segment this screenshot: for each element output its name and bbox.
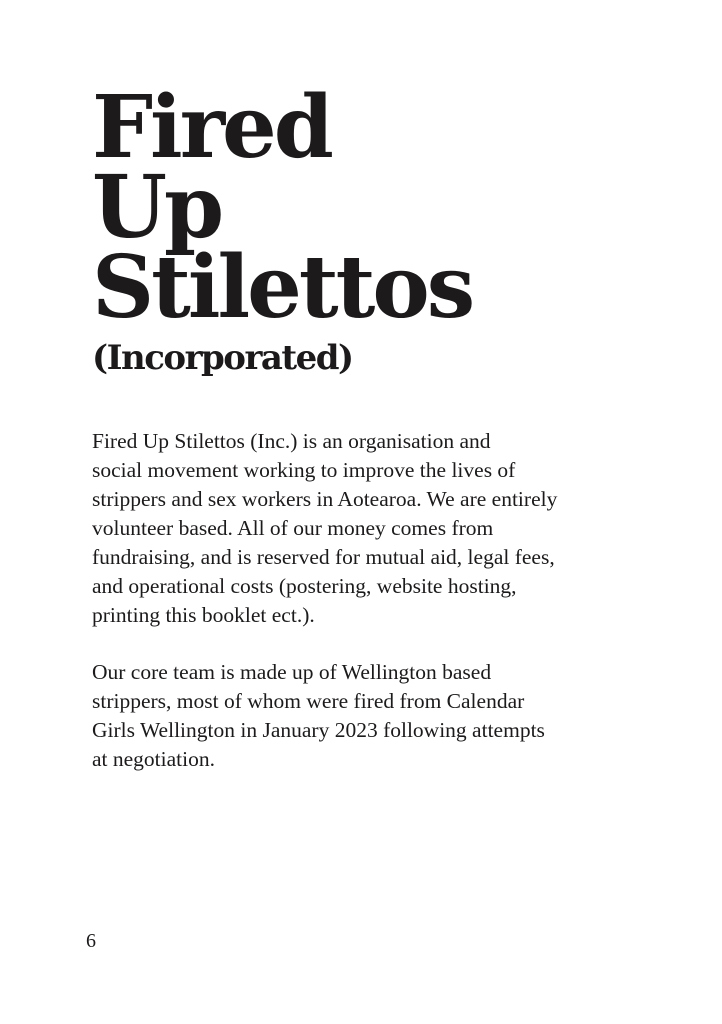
page-title <box>92 77 473 338</box>
title-line-3: Stilettos <box>92 237 473 338</box>
paragraph-line: Our core team is made up of Wellington based <box>92 660 492 684</box>
title-line-2: Up <box>92 157 222 258</box>
paragraph-line: and operational costs (postering, website hosting, <box>92 574 517 598</box>
title-line-1: Fired <box>92 77 331 178</box>
paragraph-line: social movement working to improve the lives of <box>92 458 516 482</box>
paragraph-line: volunteer based. All of our money comes from <box>92 516 494 540</box>
intro-paragraph <box>92 427 632 630</box>
paragraph-line: Girls Wellington in January 2023 following attempts <box>92 718 545 742</box>
paragraph-line: Fired Up Stilettos (Inc.) is an organisation and <box>92 429 491 453</box>
page-subtitle: (Incorporated) <box>92 338 353 378</box>
team-paragraph <box>92 658 632 774</box>
paragraph-line: at negotiation. <box>92 747 215 771</box>
paragraph-line: fundraising, and is reserved for mutual aid, legal fees, <box>92 545 555 569</box>
paragraph-line: printing this booklet ect.). <box>92 603 315 627</box>
paragraph-line: strippers, most of whom were fired from Calendar <box>92 689 525 713</box>
paragraph-line: strippers and sex workers in Aotearoa. We are entirely <box>92 487 558 511</box>
page-number: 6 <box>86 930 96 952</box>
